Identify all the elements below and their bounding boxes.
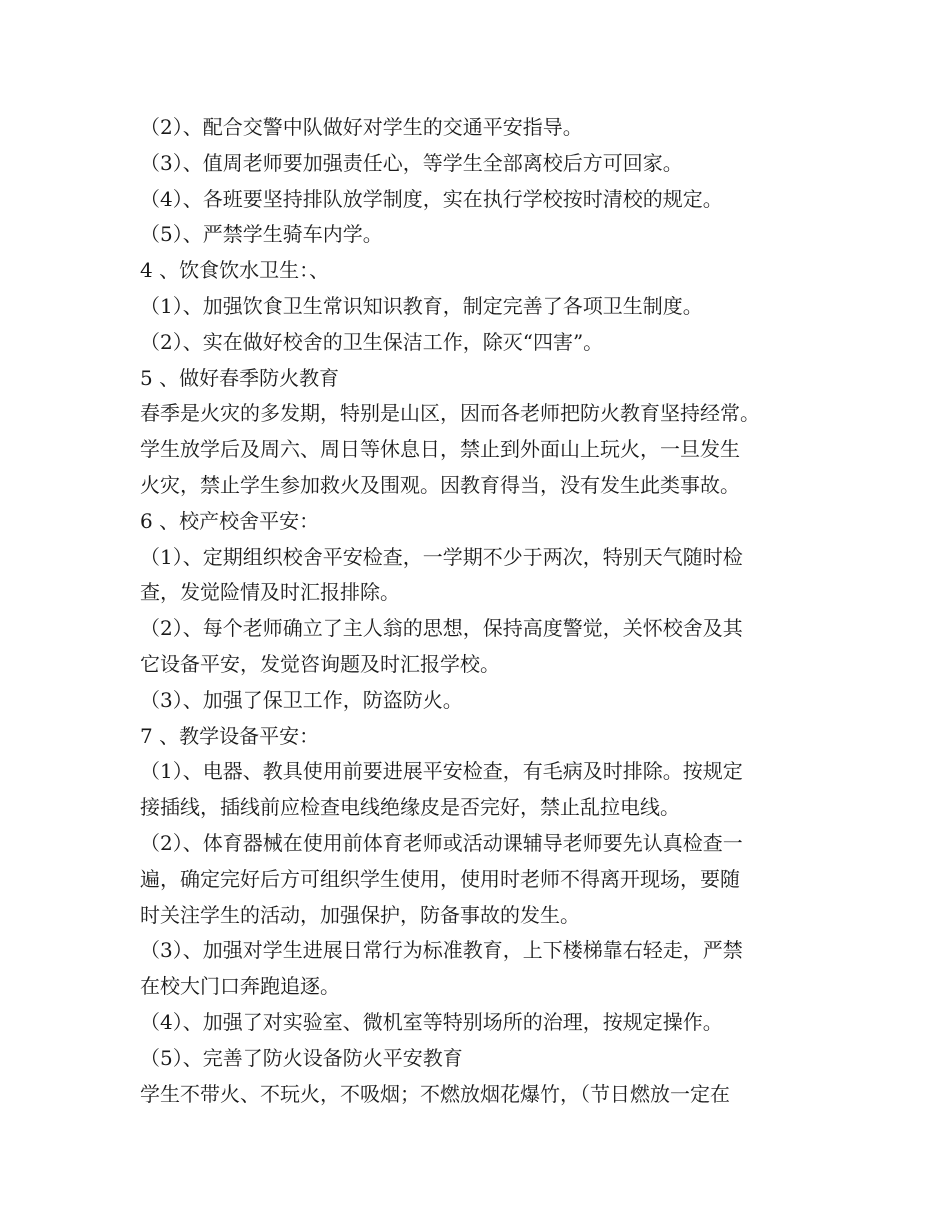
text-line: （1）、加强饮食卫生常识知识教育，制定完善了各项卫生制度。 [140,293,703,318]
document-body [140,110,820,1112]
text-line: （2）、实在做好校舍的卫生保洁工作，除灭“四害”。 [140,329,604,354]
section-heading: 5 、做好春季防火教育 [140,365,340,390]
text-line: （2）、每个老师确立了主人翁的思想，保持高度警觉，关怀校舍及其 [140,616,743,641]
text-line: （2）、配合交警中队做好对学生的交通平安指导。 [140,115,583,139]
text-line: 它设备平安，发觉咨询题及时汇报学校。 [140,651,500,676]
text-line: 时关注学生的活动，加强保护，防备事故的发生。 [140,902,580,927]
text-line: （1）、定期组织校舍平安检查，一学期不少于两次，特别天气随时检 [140,544,743,569]
text-line: 火灾，禁止学生参加救火及围观。因教育得当，没有发生此类事故。 [140,472,740,497]
text-line: 查，发觉险情及时汇报排除。 [140,580,400,605]
section-heading: 6 、校产校舍平安： [140,508,320,533]
text-line: （4）、加强了对实验室、微机室等特别场所的治理，按规定操作。 [140,1009,723,1034]
text-line: （3）、加强了保卫工作，防盗防火。 [140,687,463,712]
text-line: 春季是火灾的多发期，特别是山区，因而各老师把防火教育坚持经常。 [140,401,760,426]
text-line: 接插线，插线前应检查电线绝缘皮是否完好，禁止乱拉电线。 [140,795,680,820]
text-line: 学生不带火、不玩火，不吸烟；不燃放烟花爆竹，（节日燃放一定在 [140,1081,730,1106]
text-line: （3）、加强对学生进展日常行为标准教育，上下楼梯靠右轻走，严禁 [140,938,743,963]
section-heading: 7 、教学设备平安： [140,723,320,748]
text-line: （3）、值周老师要加强责任心，等学生全部离校后方可回家。 [140,150,683,175]
text-line: 学生放学后及周六、周日等休息日，禁止到外面山上玩火，一旦发生 [140,437,740,462]
text-line: （4）、各班要坚持排队放学制度，实在执行学校按时清校的规定。 [140,186,723,211]
text-line: （5）、完善了防火设备防火平安教育 [140,1045,463,1070]
text-line: （2）、体育器械在使用前体育老师或活动课辅导老师要先认真检查一 [140,830,743,855]
text-line: （1）、电器、教具使用前要进展平安检查，有毛病及时排除。按规定 [140,759,743,784]
text-line: 遍，确定完好后方可组织学生使用，使用时老师不得离开现场，要随 [140,866,740,891]
section-heading: 4 、饮食饮水卫生：、 [140,258,330,283]
text-line: 在校大门口奔跑追逐。 [140,974,340,999]
text-line: （5）、严禁学生骑车内学。 [140,222,383,247]
